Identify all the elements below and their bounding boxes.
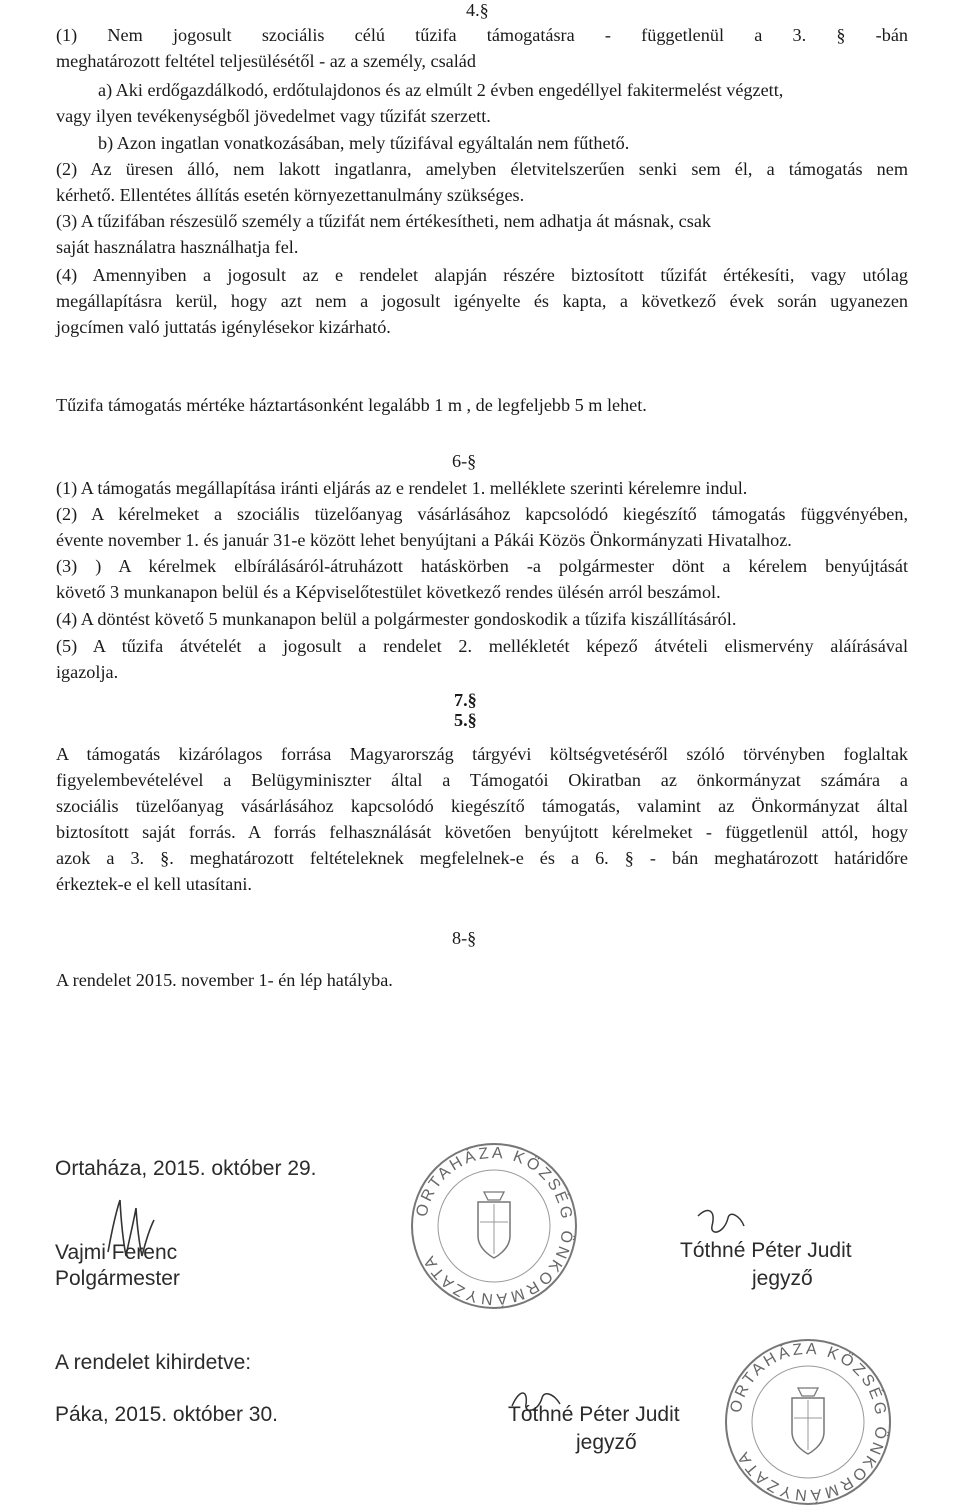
section-6-para-2: (2) A kérelmeket a szociális tüzelőanyag vásárlásához kapcsolódó kiegészítő támogatás függvényében, évente november 1. és január 31-e között lehet benyújtani a Pákái Közös Önkormányzati Hivatalhoz.	[56, 504, 908, 550]
notary-title: jegyző	[752, 1267, 813, 1290]
section-8-text: A rendelet 2015. november 1- én lép hatályba.	[56, 970, 393, 990]
section-4-para-3: (3) A tűzifában részesülő személy a tűzifát nem értékesítheti, nem adhatja át másnak, csak saját használatra használhatja fel.	[56, 211, 711, 257]
section-4-para-4: (4) Amennyiben a jogosult az e rendelet alapján részére biztosított tűzifát értékesíti, vagy utólag megállapításra kerül, hogy azt nem a jogosult igényelte és kapta, a következő évek során ugyanezen jogcímen való juttatás igénylésekor kizárható.	[56, 265, 908, 337]
section-4-para-1b: b) Azon ingatlan vonatkozásában, mely tűzifával egyáltalán nem fűthető.	[98, 133, 630, 153]
section-5-text: Tűzifa támogatás mértéke háztartásonként legalább 1 m , de legfeljebb 5 m lehet.	[56, 395, 647, 415]
section-8-heading: 8-§	[452, 928, 477, 948]
section-6-para-1: (1) A támogatás megállapítása iránti eljárás az e rendelet 1. melléklete szerinti kérelemre indul.	[56, 478, 748, 498]
place-date: Ortaháza, 2015. október 29.	[55, 1157, 317, 1180]
promulgated-date: Páka, 2015. október 30.	[55, 1403, 278, 1426]
official-seal-icon	[408, 1140, 580, 1312]
section-4-para-1: (1) Nem jogosult szociális célú tűzifa támogatásra - függetlenül a 3. § -bán meghatározott feltétel teljesülésétől - az a személy, család	[56, 25, 908, 71]
section-4-para-1a: a) Aki erdőgazdálkodó, erdőtulajdonos és az elmúlt 2 évben engedéllyel fakitermelést végzett, vagy ilyen tevékenységből jövedelmet vagy tűzifát szerzett.	[56, 80, 784, 126]
mayor-name: Vajmi Ferenc	[55, 1241, 178, 1264]
notary2-name: Tóthné Péter Judit	[508, 1403, 680, 1426]
svg-text:ORTAHÁZA KÖZSÉG ÖNKORMÁNYZATA: ORTAHÁZA KÖZSÉG ÖNKORMÁNYZATA	[727, 1340, 890, 1504]
section-6-para-5: (5) A tűzifa átvételét a jogosult a rendelet 2. mellékletét képező átvételi elismervény aláírásával igazolja.	[56, 636, 908, 682]
section-4-para-2: (2) Az üresen álló, nem lakott ingatlanra, amelyben életvitelszerűen senki sem él, a támogatás nem kérhető. Ellentétes állítás esetén környezettanulmány szükséges.	[56, 159, 908, 205]
notary2-title: jegyző	[576, 1431, 637, 1454]
section-7-text: A támogatás kizárólagos forrása Magyarország tárgyévi költségvetéséről szóló törvényben foglaltak figyelembevételével a Belügyminiszter által a Támogatói Okiratban az önkormányzat számára a szociális tüzelőanyag vásárlásához kapcsolódó kiegészítő támogatás, valamint az Önkormányzat által biztosított saját forrás. A forrás felhasználását követően benyújtott kérelmeket - függetlenül attól, hogy azok a 3. §. meghatározott feltételeknek megfelelnek-e és a 6. § - bán meghatározott határidőre érkeztek-e el kell utasítani.	[56, 744, 908, 894]
svg-text:ORTAHÁZA KÖZSÉG ÖNKORMÁNYZATA: ORTAHÁZA KÖZSÉG ÖNKORMÁNYZATA	[413, 1144, 576, 1308]
promulgated-label: A rendelet kihirdetve:	[55, 1351, 252, 1374]
section-6-para-4: (4) A döntést követő 5 munkanapon belül a polgármester gondoskodik a tűzifa kiszállításáról.	[56, 609, 737, 629]
notary-name: Tóthné Péter Judit	[680, 1239, 852, 1262]
section-4-heading: 4.§	[466, 0, 489, 20]
mayor-title: Polgármester	[55, 1267, 180, 1290]
official-seal-2-icon	[722, 1336, 894, 1508]
section-6-heading: 6-§	[452, 451, 477, 471]
section-7-heading: 7.§	[454, 690, 477, 710]
section-6-para-3: (3) ) A kérelmek elbírálásáról-átruházott hatáskörben -a polgármester dönt a kérelem benyújtását követő 3 munkanapon belül és a Képviselőtestület következő rendes ülésén arról beszámol.	[56, 556, 908, 602]
section-5-heading: 5.§	[454, 710, 477, 730]
